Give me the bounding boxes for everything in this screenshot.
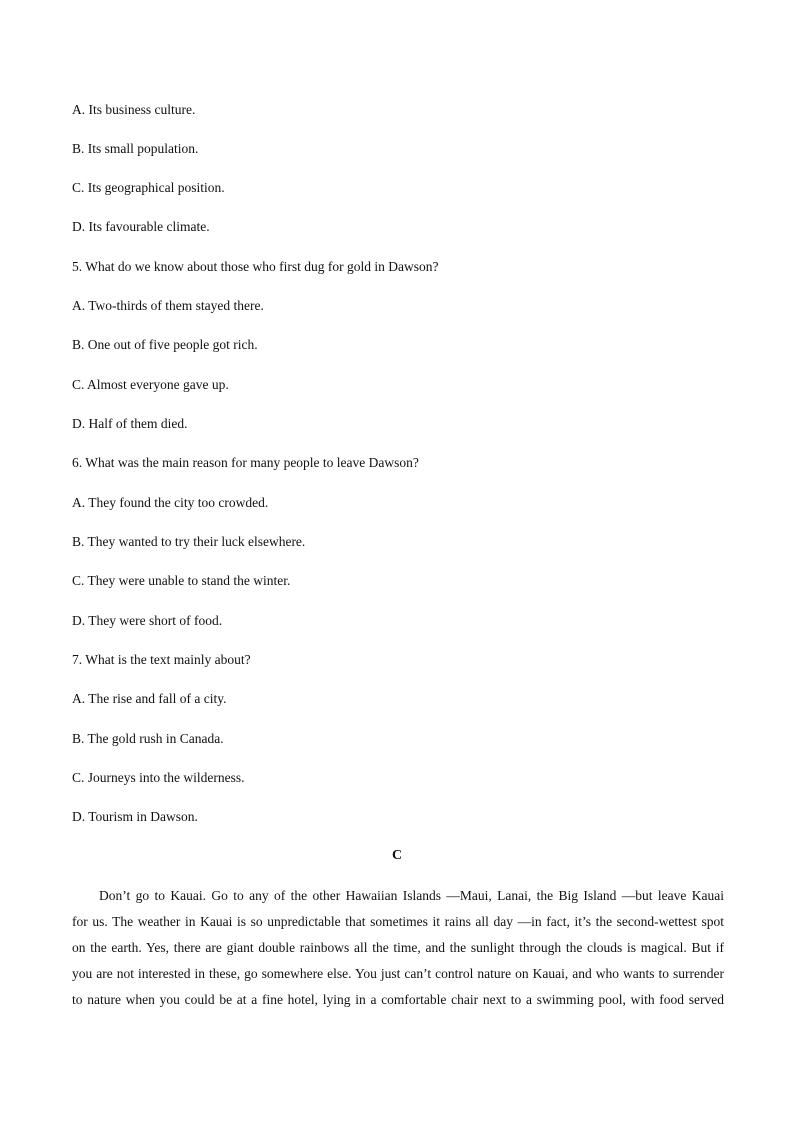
q5-option-b: B. One out of five people got rich.	[72, 337, 258, 352]
q7-question: 7. What is the text mainly about?	[72, 652, 251, 667]
q7-option-a: A. The rise and fall of a city.	[72, 691, 227, 706]
q6-option-d: D. They were short of food.	[72, 613, 223, 628]
q7-option-c: C. Journeys into the wilderness.	[72, 770, 245, 785]
passage-line: on the earth. Yes, there are giant double rainbows all the time, and the sunlight through the clouds is magical. But if	[72, 940, 724, 955]
q6-option-c: C. They were unable to stand the winter.	[72, 573, 291, 588]
passage-line: to nature when you could be at a fine hotel, lying in a comfortable chair next to a swimming pool, with food served	[72, 992, 724, 1007]
q6-question: 6. What was the main reason for many people to leave Dawson?	[72, 455, 419, 470]
section-heading: C	[391, 848, 403, 863]
q5-option-a: A. Two-thirds of them stayed there.	[72, 298, 264, 313]
passage-line: for us. The weather in Kauai is so unpredictable that sometimes it rains all day —in fact, it’s the second-wettest spot	[72, 914, 724, 929]
q6-option-b: B. They wanted to try their luck elsewhere.	[72, 534, 306, 549]
q5-option-c: C. Almost everyone gave up.	[72, 377, 229, 392]
q5-option-d: D. Half of them died.	[72, 416, 188, 431]
q4-option-d: D. Its favourable climate.	[72, 219, 210, 234]
q4-option-c: C. Its geographical position.	[72, 180, 225, 195]
q7-option-b: B. The gold rush in Canada.	[72, 731, 224, 746]
q4-option-b: B. Its small population.	[72, 141, 199, 156]
q6-option-a: A. They found the city too crowded.	[72, 495, 269, 510]
q7-option-d: D. Tourism in Dawson.	[72, 809, 198, 824]
q5-question: 5. What do we know about those who first dug for gold in Dawson?	[72, 259, 439, 274]
passage-line: you are not interested in these, go somewhere else. You just can’t control nature on Kauai, and who wants to surrender	[72, 966, 724, 981]
q4-option-a: A. Its business culture.	[72, 102, 196, 117]
passage-line: Don’t go to Kauai. Go to any of the other Hawaiian Islands —Maui, Lanai, the Big Island —but leave Kauai	[99, 888, 724, 903]
